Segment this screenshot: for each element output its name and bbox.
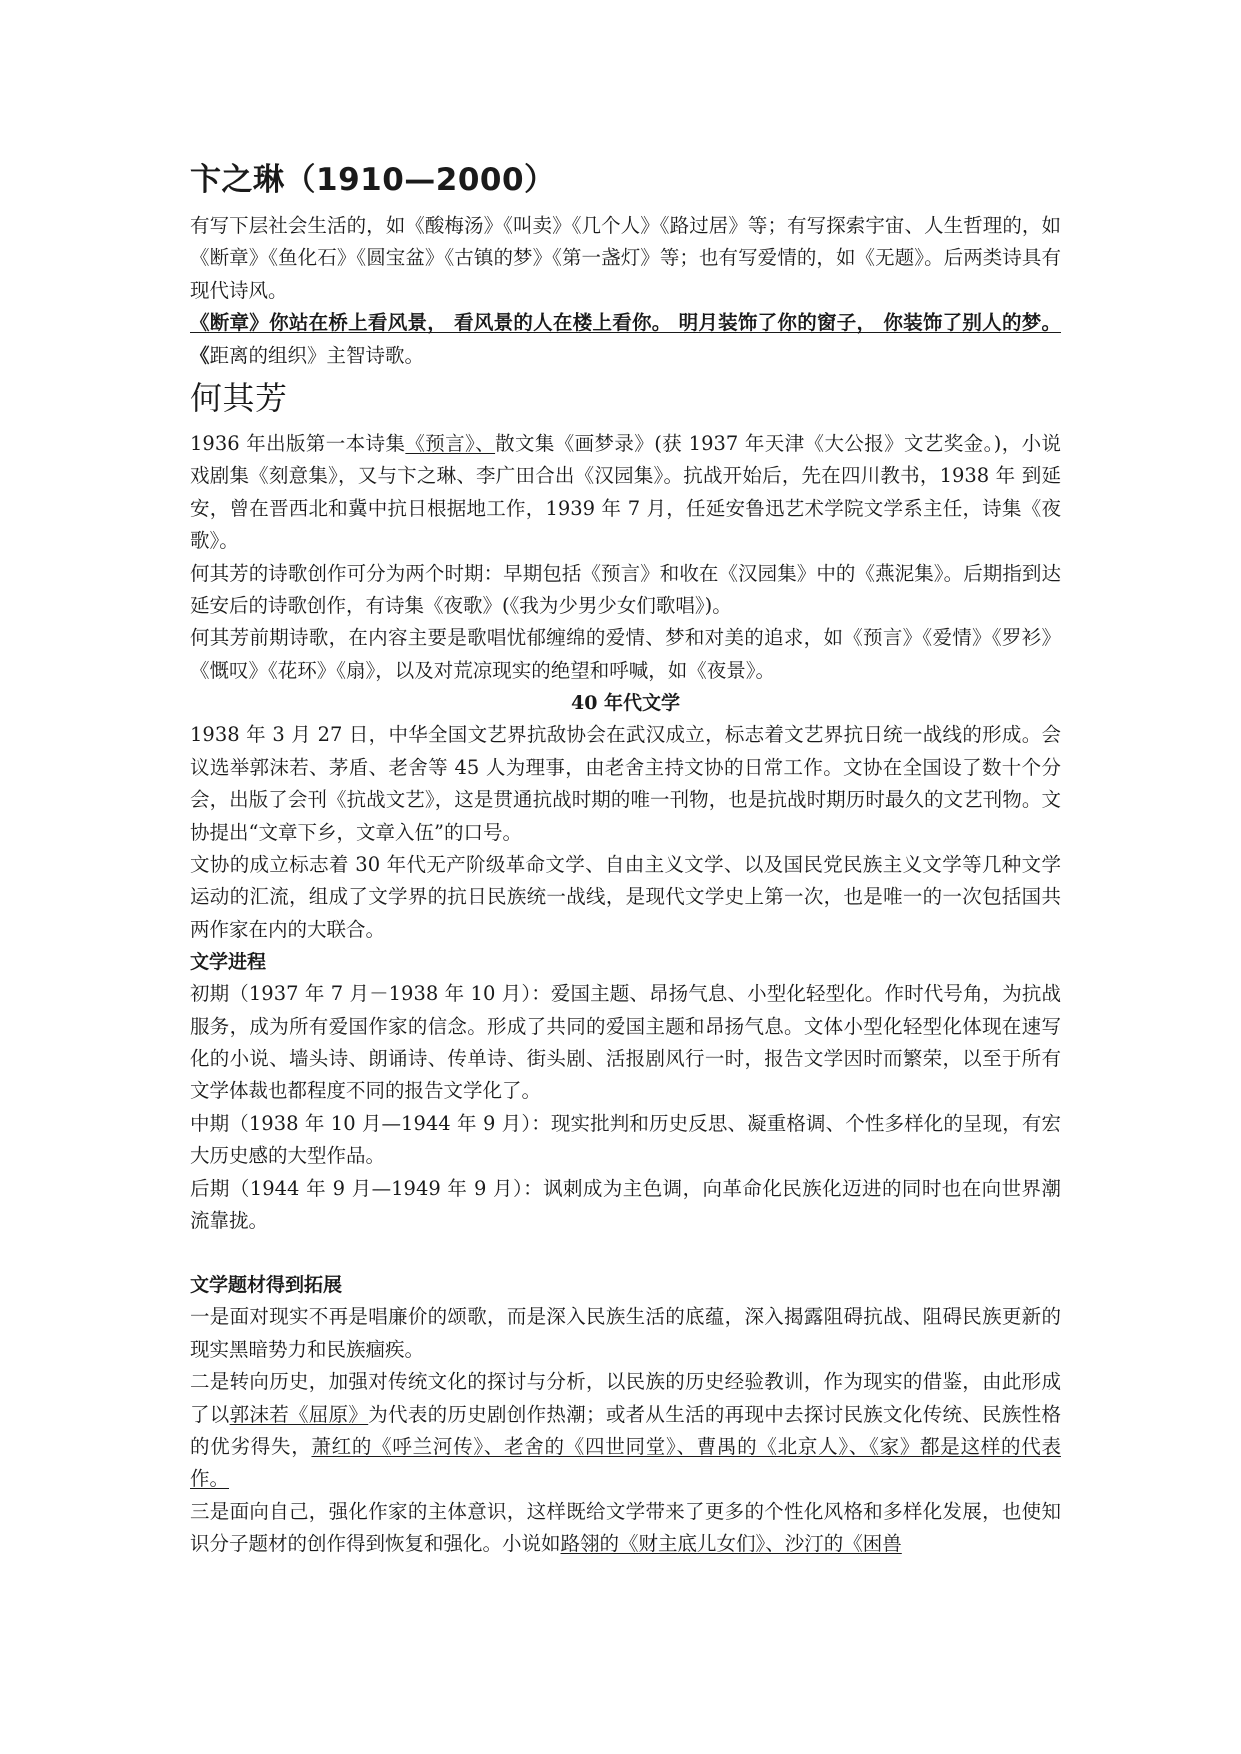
body-paragraph <box>190 978 1061 1108</box>
underlined-text: 《断章》你站在桥上看风景， 看风景的人在楼上看你。 明月装饰了你的窗子， 你装饰了别人的梦。 <box>190 311 1061 335</box>
underlined-text: 路翎的《财主底儿女们》、沙汀的《困兽 <box>560 1532 902 1556</box>
body-paragraph <box>190 1301 1061 1366</box>
body-paragraph <box>190 1108 1061 1173</box>
body-paragraph <box>190 428 1061 558</box>
text-run: 三是面向自己，强化作家的主体意识，这样既给文学带来了更多的个性化风格和多样化发展，也使知识分子题材的创作得到恢复和强化。小说如 <box>190 1499 1061 1556</box>
section-heading: 卞之琳（1910—2000） <box>190 162 556 198</box>
body-paragraph <box>190 1173 1061 1238</box>
body-paragraph <box>190 622 1061 687</box>
body-paragraph <box>190 307 1061 372</box>
text-run: 1936 年出版第一本诗集 <box>190 432 406 456</box>
text-run: 一是面对现实不再是唱廉价的颂歌，而是深入民族生活的底蕴，深入揭露阻碍抗战、阻碍民族更新的现实黑暗势力和民族痼疾。 <box>190 1305 1061 1361</box>
sub-heading: 文学进程 <box>190 951 267 974</box>
text-run: 何其芳前期诗歌，在内容主要是歌唱忧郁缠绵的爱情、梦和对美的追求，如《预言》《爱情》《罗衫》《慨叹》《花环》《扇》，以及对荒凉现实的绝望和呼喊，如《夜景》。 <box>190 626 1061 682</box>
section-heading: 何其芳 <box>190 379 288 418</box>
sub-heading: 文学题材得到拓展 <box>190 1274 343 1297</box>
text-run: 文协的成立标志着 30 年代无产阶级革命文学、自由主义文学、以及国民党民族主义文学等几种文学运动的汇流，组成了文学界的抗日民族统一战线，是现代文学史上第一次，也是唯一的一次包括国共两作家在内的大联合。 <box>190 852 1061 941</box>
underlined-text: 萧红的《呼兰河传》、老舍的《四世同堂》、曹禺的《北京人》、《家》都是这样的代表作。 <box>190 1435 1061 1491</box>
underlined-text: 《预言》、 <box>405 432 496 456</box>
text-run: 二是转向历史，加强对传统文化的探讨与分析，以民族的历史经验教训，作为现实的借鉴，由此形成了以 <box>190 1370 1061 1426</box>
bold-text: 《 <box>190 343 210 367</box>
text-run: 距离的组织》主智诗歌。 <box>209 343 425 367</box>
text-run: 后期（1944 年 9 月—1949 年 9 月）：讽刺成为主色调，向革命化民族化迈进的同时也在向世界潮流靠拢。 <box>190 1176 1061 1232</box>
text-run: 1938 年 3 月 27 日，中华全国文艺界抗敌协会在武汉成立，标志着文艺界抗日统一战线的形成。会议选举郭沫若、茅盾、老舍等 45 人为理事，由老舍主持文协的日常工作。文协在全国设了数十个分会，出版了会刊《抗战文艺》，这是贯通抗战时期的唯一刊物，也是抗战时期历时最久的文艺刊物。文协提出“文章下乡，文章入伍”的口号。 <box>190 723 1061 844</box>
body-paragraph <box>190 210 1061 307</box>
text-run: 散文集《画梦录》(获 1937 年天津《大公报》文艺奖金。)，小说戏剧集《刻意集》，又与卞之琳、李广田合出《汉园集》。抗战开始后，先在四川教书，1938 年 到延安，曾在晋西北和冀中抗日根据地工作，1939 年 7 月，任延安鲁迅艺术学院文学系主任，诗集《夜歌》。 <box>190 432 1061 553</box>
body-paragraph <box>190 849 1061 946</box>
text-run: 有写下层社会生活的，如《酸梅汤》《叫卖》《几个人》《路过居》等；有写探索宇宙、人生哲理的，如《断章》《鱼化石》《圆宝盆》《古镇的梦》《第一盏灯》等；也有写爱情的，如《无题》。后两类诗具有现代诗风。 <box>190 214 1061 302</box>
text-run: 为代表的历史剧创作热潮；或者从生活的再现中去探讨民族文化传统、民族性格的优劣得失， <box>190 1402 1061 1458</box>
text-run: 初期（1937 年 7 月－1938 年 10 月）：爱国主题、昂扬气息、小型化轻型化。作时代号角，为抗战服务，成为所有爱国作家的信念。形成了共同的爱国主题和昂扬气息。文体小型化轻型化体现在速写化的小说、墙头诗、朗诵诗、传单诗、街头剧、活报剧风行一时，报告文学因时而繁荣，以至于所有文学体裁也都程度不同的报告文学化了。 <box>190 982 1061 1103</box>
body-paragraph <box>190 558 1061 623</box>
body-paragraph <box>190 1366 1061 1496</box>
centered-heading: 40 年代文学 <box>570 692 681 715</box>
paragraph-gap <box>190 1237 1061 1269</box>
body-paragraph <box>190 719 1061 849</box>
body-paragraph <box>190 1496 1061 1561</box>
text-run: 何其芳的诗歌创作可分为两个时期：早期包括《预言》和收在《汉园集》中的《燕泥集》。后期指到达延安后的诗歌创作，有诗集《夜歌》(《我为少男少女们歌唱》)。 <box>190 561 1061 618</box>
text-run: 中期（1938 年 10 月—1944 年 9 月）：现实批判和历史反思、凝重格调、个性多样化的呈现，有宏大历史感的大型作品。 <box>190 1111 1061 1168</box>
underlined-text: 郭沫若《屈原》 <box>229 1402 369 1426</box>
